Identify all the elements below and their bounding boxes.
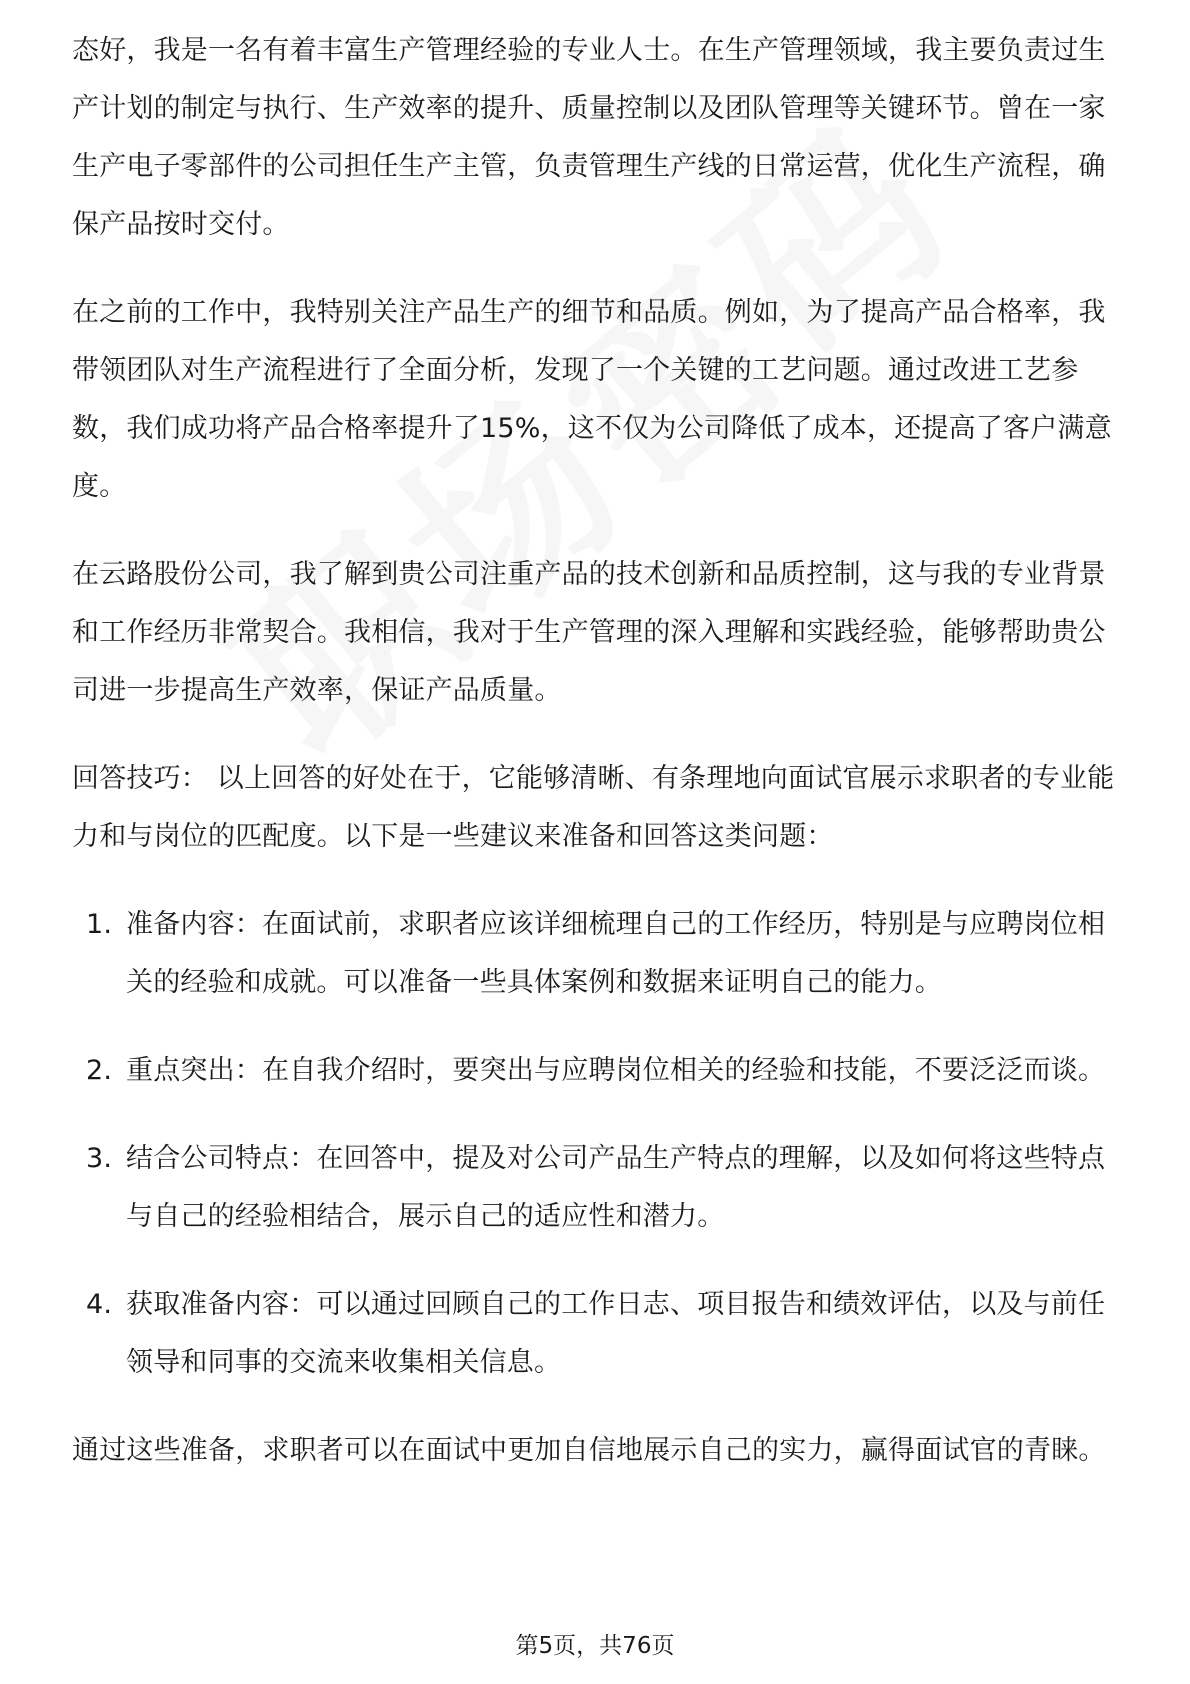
list-item-text: 结合公司特点：在回答中，提及对公司产品生产特点的理解，以及如何将这些特点与自己的经验相结合，展示自己的适应性和潜力。 <box>126 1143 1106 1232</box>
paragraph-closing: 通过这些准备，求职者可以在面试中更加自信地展示自己的实力，赢得面试官的青睐。 <box>72 1435 1106 1466</box>
paragraph-answer-tips: 回答技巧： 以上回答的好处在于，它能够清晰、有条理地向面试官展示求职者的专业能力和与岗位的匹配度。以下是一些建议来准备和回答这类问题： <box>72 763 1115 852</box>
document-body <box>72 22 1122 1510</box>
list-item <box>72 896 1122 1012</box>
list-item-number: 4. <box>86 1289 113 1320</box>
paragraph-experience: 在之前的工作中，我特别关注产品生产的细节和品质。例如，为了提高产品合格率，我带领团队对生产流程进行了全面分析，发现了一个关键的工艺问题。通过改进工艺参数，我们成功将产品合格率提升了15%，这不仅为公司降低了成本，还提高了客户满意度。 <box>72 297 1112 502</box>
paragraph-company-fit: 在云路股份公司，我了解到贵公司注重产品的技术创新和品质控制，这与我的专业背景和工作经历非常契合。我相信，我对于生产管理的深入理解和实践经验，能够帮助贵公司进一步提高生产效率，保证产品质量。 <box>72 559 1106 706</box>
list-item <box>72 1276 1122 1392</box>
list-item-number: 1. <box>86 909 113 940</box>
paragraph-intro: 态好，我是一名有着丰富生产管理经验的专业人士。在生产管理领域，我主要负责过生产计划的制定与执行、生产效率的提升、质量控制以及团队管理等关键环节。曾在一家生产电子零部件的公司担任生产主管，负责管理生产线的日常运营，优化生产流程，确保产品按时交付。 <box>72 35 1106 240</box>
list-item <box>72 1042 1122 1100</box>
page-number-footer: 第5页，共76页 <box>515 1633 675 1659</box>
tips-list <box>72 896 1122 1392</box>
list-item-text: 获取准备内容：可以通过回顾自己的工作日志、项目报告和绩效评估，以及与前任领导和同事的交流来收集相关信息。 <box>126 1289 1106 1378</box>
list-item-number: 3. <box>86 1143 113 1174</box>
list-item-number: 2. <box>86 1055 113 1086</box>
list-item-text: 准备内容：在面试前，求职者应该详细梳理自己的工作经历，特别是与应聘岗位相关的经验和成就。可以准备一些具体案例和数据来证明自己的能力。 <box>126 909 1106 998</box>
list-item-text: 重点突出：在自我介绍时，要突出与应聘岗位相关的经验和技能，不要泛泛而谈。 <box>126 1055 1106 1086</box>
list-item <box>72 1130 1122 1246</box>
